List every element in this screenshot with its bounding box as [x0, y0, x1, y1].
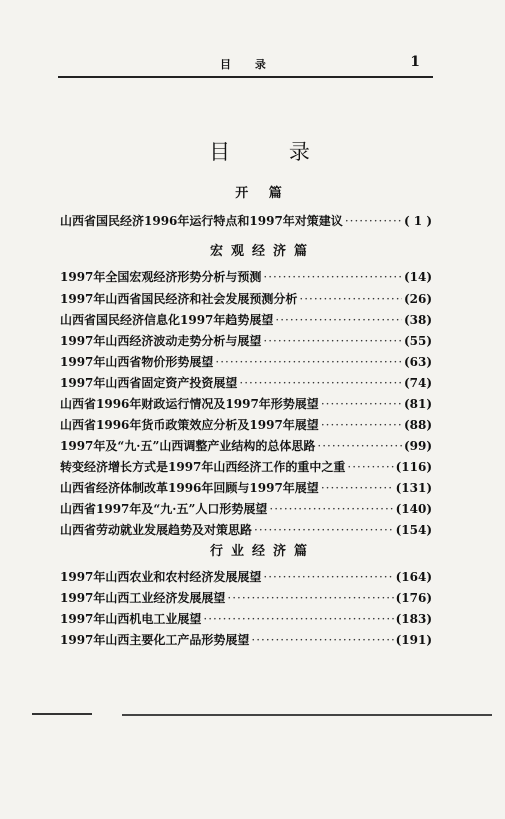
toc-entry-title: 山西省国民经济信息化1997年趋势展望	[60, 313, 274, 327]
toc-entry-title: 1997年全国宏观经济形势分析与预测	[60, 270, 262, 284]
toc-entry-page: (88)	[403, 418, 432, 432]
toc-entry[interactable]	[60, 479, 432, 499]
toc-entry-page: ( 1 )	[403, 214, 432, 228]
toc-entry-page: (176)	[395, 591, 432, 605]
toc-entry[interactable]	[60, 458, 432, 478]
dot-leader	[263, 270, 402, 284]
toc-entry-page: (55)	[403, 334, 432, 348]
header-rule	[58, 76, 433, 78]
toc-entry-page: (26)	[403, 292, 432, 306]
dot-leader	[345, 214, 402, 228]
toc-entry-page: (14)	[403, 270, 432, 284]
toc-entry-title: 山西省1997年及“九·五”人口形势展望	[60, 502, 268, 516]
toc-entry[interactable]	[60, 437, 432, 457]
toc-entry-title: 1997年山西省固定资产投资展望	[60, 376, 238, 390]
toc-entry-title: 1997年山西主要化工产品形势展望	[60, 633, 250, 647]
toc-entry-page: (116)	[395, 460, 432, 474]
toc-entry-title: 山西省劳动就业发展趋势及对策思路	[60, 523, 253, 537]
dot-leader	[321, 397, 402, 411]
toc-entry-title: 山西省国民经济1996年运行特点和1997年对策建议	[60, 214, 343, 228]
toc-entry-title: 山西省经济体制改革1996年回顾与1997年展望	[60, 481, 319, 495]
section-heading-opening: 开 篇	[235, 186, 290, 201]
dot-leader	[321, 418, 402, 432]
header-label: 目 录	[220, 58, 276, 71]
toc-entry[interactable]	[60, 290, 432, 310]
toc-entry-page: (131)	[395, 481, 432, 495]
toc-entry-page: (183)	[395, 612, 432, 626]
toc-entry[interactable]	[60, 568, 432, 588]
section-heading-macro: 宏观经济篇	[209, 244, 315, 259]
toc-entry-page: (191)	[395, 633, 432, 647]
toc-entry-title: 1997年山西机电工业展望	[60, 612, 202, 626]
toc-entry-page: (74)	[403, 376, 432, 390]
toc-entry[interactable]	[60, 395, 432, 415]
toc-entry-title: 山西省1996年货币政策效应分析及1997年展望	[60, 418, 319, 432]
toc-entry-title: 山西省1996年财政运行情况及1997年形势展望	[60, 397, 319, 411]
dot-leader	[321, 481, 394, 495]
toc-entry-page: (63)	[403, 355, 432, 369]
page-title: 目 录	[209, 140, 336, 164]
toc-entry[interactable]	[60, 416, 432, 436]
toc-entry[interactable]	[60, 311, 432, 331]
toc-entry-page: (99)	[403, 439, 432, 453]
header-page-number: 1	[410, 54, 420, 70]
dot-leader	[251, 633, 393, 647]
dot-leader	[275, 313, 402, 327]
dot-leader	[269, 502, 393, 516]
footer-rule-right	[122, 714, 492, 716]
dot-leader	[317, 439, 402, 453]
dot-leader	[263, 570, 393, 584]
toc-entry-title: 转变经济增长方式是1997年山西经济工作的重中之重	[60, 460, 346, 474]
dot-leader	[254, 523, 394, 537]
toc-entry-page: (81)	[403, 397, 432, 411]
dot-leader	[227, 591, 393, 605]
toc-entry[interactable]	[60, 521, 432, 541]
dot-leader	[299, 292, 402, 306]
dot-leader	[203, 612, 393, 626]
toc-entry-page: (38)	[403, 313, 432, 327]
dot-leader	[215, 355, 402, 369]
toc-entry[interactable]	[60, 610, 432, 630]
dot-leader	[347, 460, 393, 474]
section-heading-industry: 行业经济篇	[209, 544, 315, 559]
toc-entry[interactable]	[60, 268, 432, 288]
toc-entry[interactable]	[60, 500, 432, 520]
toc-entry[interactable]	[60, 332, 432, 352]
toc-entry[interactable]	[60, 353, 432, 373]
toc-entry-page: (164)	[395, 570, 432, 584]
toc-entry-title: 1997年山西经济波动走势分析与展望	[60, 334, 262, 348]
toc-entry[interactable]	[60, 589, 432, 609]
toc-entry-page: (140)	[395, 502, 432, 516]
toc-entry[interactable]	[60, 212, 432, 232]
toc-entry[interactable]	[60, 374, 432, 394]
toc-entry-title: 1997年山西省国民经济和社会发展预测分析	[60, 292, 298, 306]
footer-rule-left	[32, 713, 92, 715]
running-header	[60, 56, 432, 76]
toc-entry-title: 1997年山西农业和农村经济发展展望	[60, 570, 262, 584]
toc-entry-title: 1997年山西省物价形势展望	[60, 355, 214, 369]
toc-entry-title: 1997年山西工业经济发展展望	[60, 591, 226, 605]
toc-entry-page: (154)	[395, 523, 432, 537]
dot-leader	[263, 334, 402, 348]
toc-entry[interactable]	[60, 631, 432, 651]
toc-entry-title: 1997年及“九·五”山西调整产业结构的总体思路	[60, 439, 316, 453]
dot-leader	[239, 376, 402, 390]
